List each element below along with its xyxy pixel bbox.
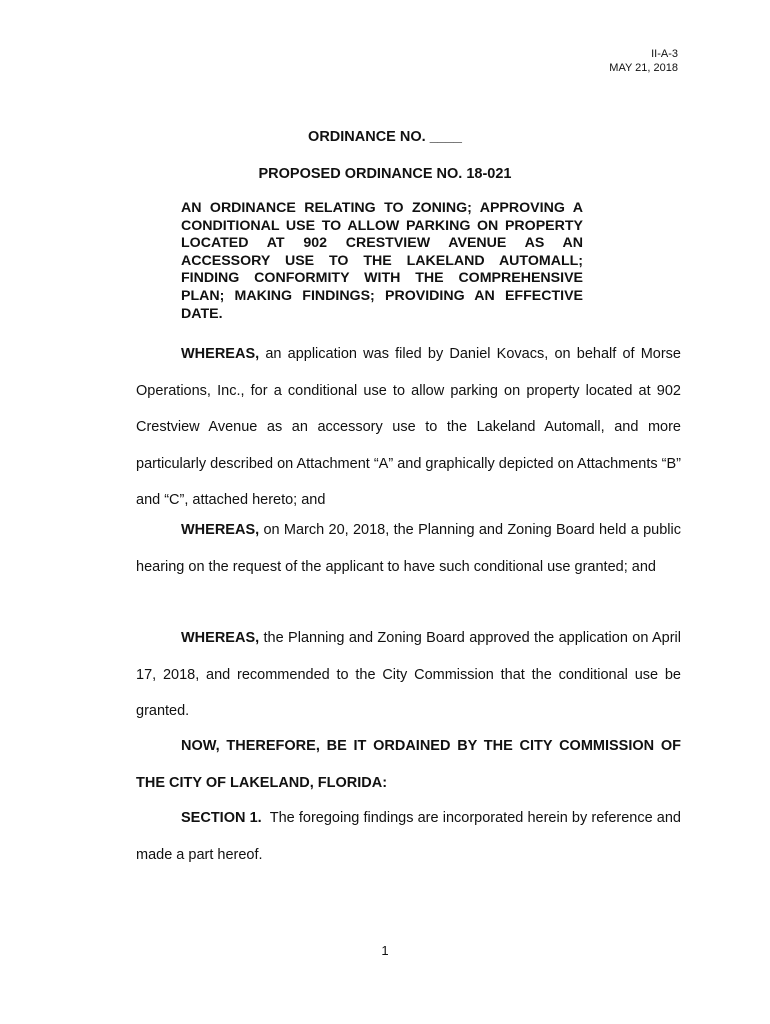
paragraph-lead: WHEREAS, xyxy=(181,630,260,646)
paragraph-body: The foregoing findings are incorporated herein by reference and made a part hereof. xyxy=(136,810,686,863)
paragraph-body: the Planning and Zoning Board approved the application on April 17, 2018, and recommended to the City Commission that the conditional use be granted. xyxy=(136,630,681,719)
whereas-paragraph-3 xyxy=(136,620,681,730)
whereas-paragraph-2 xyxy=(136,512,681,585)
paragraph-lead: NOW, THEREFORE, BE IT ORDAINED BY THE CITY COMMISSION OF THE CITY OF LAKELAND, FLORIDA: xyxy=(136,738,681,791)
ordained-clause xyxy=(136,728,681,801)
paragraph-body: an application was filed by Daniel Kovacs, on behalf of Morse Operations, Inc., for a conditional use to allow parking on property located at 902 Crestview Avenue as an accessory use to the Lakeland Automall, and more particularly described on Attachment “A” and graphically depicted on Attachments “B” and “C”, attached hereto; and xyxy=(136,346,681,508)
paragraph-body: on March 20, 2018, the Planning and Zoning Board held a public hearing on the request of the applicant to have such conditional use granted; and xyxy=(136,522,681,575)
reference-date: MAY 21, 2018 xyxy=(609,62,678,74)
whereas-paragraph-1 xyxy=(136,336,681,519)
ordinance-number: ORDINANCE NO. ____ xyxy=(308,129,462,145)
paragraph-lead: SECTION 1. xyxy=(181,810,262,826)
page-number: 1 xyxy=(381,943,389,958)
paragraph-lead: WHEREAS, xyxy=(181,346,260,362)
reference-code: II-A-3 xyxy=(651,48,678,60)
section-1-paragraph xyxy=(136,800,686,873)
ordinance-title: AN ORDINANCE RELATING TO ZONING; APPROVING A CONDITIONAL USE TO ALLOW PARKING ON PROPERTY LOCATED AT 902 CRESTVIEW AVENUE AS AN ACCESSORY USE TO THE LAKELAND AUTOMALL; FINDING CONFORMITY WITH THE COMPREHENSIVE PLAN; MAKING FINDINGS; PROVIDING AN EFFECTIVE DATE. xyxy=(181,200,583,322)
proposed-ordinance-number: PROPOSED ORDINANCE NO. 18-021 xyxy=(258,166,512,182)
header-reference xyxy=(609,47,678,75)
paragraph-lead: WHEREAS, xyxy=(181,522,260,538)
